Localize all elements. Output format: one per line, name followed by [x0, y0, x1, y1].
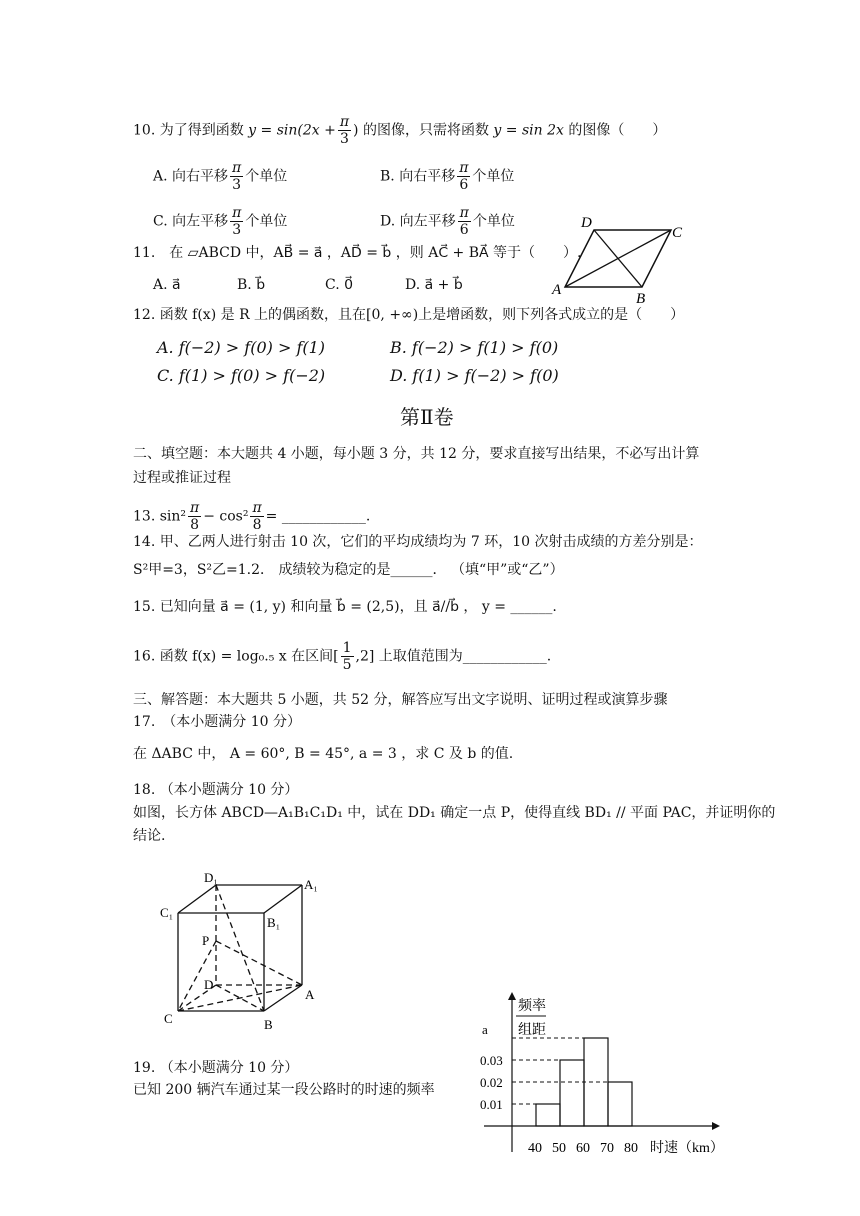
label-d: D: [581, 215, 592, 231]
q15: 15. 已知向量 a⃗ = (1, y) 和向量 b⃗ = (2,5)，且 a⃗//b⃗ ， y = ______.: [133, 599, 557, 615]
y-tick-label: a: [482, 1022, 488, 1037]
q16: 16. 函数 f(x) = log₀.₅ x 在区间[ $\frac{1}{5}$ ,2] 上取值范围为____________.: [133, 640, 552, 673]
q11-option-a: A. a⃗: [153, 277, 181, 293]
q10-option-c: C. 向左平移 $\frac{\pi}{3}$ 个单位: [153, 205, 288, 238]
q11-option-b: B. b⃗: [237, 277, 266, 293]
q10-option-b: B. 向右平移 $\frac{\pi}{6}$ 个单位: [380, 160, 515, 193]
y-label-bottom: 组距: [518, 1023, 546, 1038]
x-tick-label: 80: [624, 1141, 638, 1156]
q12-option-a: A. f(−2) > f(0) > f(1): [157, 338, 326, 357]
y-label-top: 频率: [518, 999, 546, 1014]
label-d1: D₁: [204, 870, 218, 885]
q12-option-d: D. f(1) > f(−2) > f(0): [390, 366, 559, 385]
y-axis-arrow: [508, 992, 516, 1000]
q18-body-line1: 如图，长方体 ABCD—A₁B₁C₁D₁ 中，试在 DD₁ 确定一点 P，使得直线 BD₁ // 平面 PAC，并证明你的: [133, 805, 776, 821]
y-tick-label: 0.01: [480, 1097, 503, 1112]
q11-option-d: D. a⃗ + b⃗: [405, 277, 463, 293]
speed-frequency-histogram: [470, 990, 730, 1160]
label-b1: B₁: [267, 915, 281, 930]
histogram-bar-4: [608, 1082, 632, 1126]
q11-stem: 11. 在 ▱ABCD 中，AB⃗ = a⃗ ，AD⃗ = b⃗ ，则 AC⃗ + BA⃗ 等于（ ）.: [133, 245, 582, 261]
x-tick-label: 40: [528, 1141, 542, 1156]
q19-body: 已知 200 辆汽车通过某一段公路时的时速的频率: [133, 1082, 435, 1098]
label-a: A: [552, 282, 562, 298]
q11-option-c: C. 0⃗: [325, 277, 354, 293]
q10-option-a: A. 向右平移 $\frac{\pi}{3}$ 个单位: [153, 160, 288, 193]
label-a: A: [305, 987, 315, 1002]
answer-header: 三、解答题：本大题共 5 小题，共 52 分，解答应写出文字说明、证明过程或演算步骤: [133, 692, 668, 708]
q12-option-c: C. f(1) > f(0) > f(−2): [157, 366, 326, 385]
diagonal-bd: [594, 230, 642, 287]
label-b: B: [264, 1017, 273, 1032]
q14-line1: 14. 甲、乙两人进行射击 10 次，它们的平均成绩均为 7 环，10 次射击成绩的方差分别是：: [133, 534, 703, 550]
label-c: C: [164, 1011, 173, 1026]
q17-body: 在 ΔABC 中， A = 60°, B = 45°, a = 3 ，求 C 及 b 的值.: [133, 746, 514, 762]
label-p: P: [202, 933, 210, 948]
label-a1: A₁: [304, 877, 318, 892]
fill-in-header-line1: 二、填空题：本大题共 4 小题，每小题 3 分，共 12 分，要求直接写出结果，不必写出计算: [133, 446, 700, 462]
fill-in-header-line2: 过程或推证过程: [133, 470, 231, 486]
q14-line2: S²甲=3，S²乙=1.2． 成绩较为稳定的是______． （填“甲”或“乙”）: [133, 562, 564, 578]
q19-title: 19. （本小题满分 10 分）: [133, 1060, 299, 1076]
x-tick-label: 60: [576, 1141, 590, 1156]
q17-title: 17. （本小题满分 10 分）: [133, 714, 301, 730]
q10-stem: 10. 为了得到函数 y = sin(2x + $\frac{\pi}{3}$ ) 的图像，只需将函数 y = sin 2x 的图像（ ）: [133, 114, 667, 147]
q12-option-b: B. f(−2) > f(1) > f(0): [390, 338, 559, 357]
q12-stem: 12. 函数 f(x) 是 R 上的偶函数，且在[0, +∞)上是增函数，则下列各式成立的是（ ）: [133, 307, 685, 323]
histogram-bar-1: [536, 1104, 560, 1126]
histogram-bar-2: [560, 1060, 584, 1126]
label-b: B: [636, 291, 646, 306]
y-tick-label: 0.03: [480, 1053, 503, 1068]
cuboid-figure: [150, 865, 340, 1035]
x-axis-arrow: [712, 1122, 720, 1130]
x-axis-label: 时速（km）: [650, 1141, 724, 1156]
label-c: C: [672, 225, 683, 241]
y-tick-label: 0.02: [480, 1075, 503, 1090]
q18-body-line2: 结论.: [133, 828, 166, 844]
label-d: D: [204, 977, 214, 992]
x-tick-label: 50: [552, 1141, 566, 1156]
x-tick-label: 70: [600, 1141, 614, 1156]
label-c1: C₁: [160, 905, 174, 920]
q10-option-d: D. 向左平移 $\frac{\pi}{6}$ 个单位: [380, 205, 515, 238]
section-title: 第Ⅱ卷: [400, 405, 454, 429]
q18-title: 18. （本小题满分 10 分）: [133, 782, 299, 798]
q13: 13. sin² $\frac{\pi}{8}$ − cos² $\frac{\pi}{8}$ = ____________.: [133, 500, 371, 533]
